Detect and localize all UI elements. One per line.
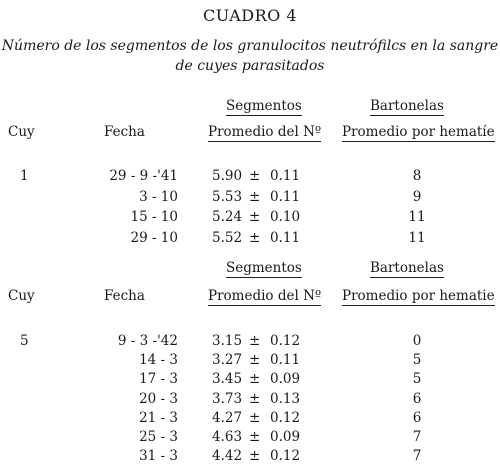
plus-minus-sign: ± — [249, 371, 261, 388]
fecha-column-header: Fecha — [104, 124, 145, 140]
bartonelas-count-cell: 7 — [412, 448, 422, 465]
segment-mean-cell: 3.15 — [212, 333, 243, 349]
bartonelas-count-cell: 6 — [412, 409, 422, 426]
segment-error-cell: 0.10 — [270, 209, 301, 225]
bartonelas-count-cell: 8 — [412, 168, 422, 184]
fecha-cell: 3 - 10 — [139, 188, 178, 205]
segment-mean-cell: 4.42 — [212, 448, 243, 465]
plus-minus-sign: ± — [249, 333, 261, 349]
bartonelas-group-header: Bartonelas — [370, 98, 444, 114]
fecha-column-header: Fecha — [104, 288, 145, 304]
segment-error-cell: 0.12 — [270, 409, 301, 426]
bartonelas-count-cell: 7 — [412, 429, 422, 445]
segmentos-group-header: Segmentos — [226, 260, 302, 276]
promedio-no-column-header: Promedio del Nº — [208, 124, 322, 140]
cuy-column-header: Cuy — [8, 288, 35, 304]
bartonelas-count-cell: 11 — [408, 209, 426, 225]
segment-mean-cell: 4.27 — [212, 409, 243, 426]
segment-mean-cell: 3.45 — [212, 371, 243, 388]
plus-minus-sign: ± — [249, 390, 261, 407]
plus-minus-sign: ± — [249, 188, 261, 205]
segment-mean-cell: 4.63 — [212, 429, 243, 445]
fecha-cell: 31 - 3 — [139, 448, 178, 465]
bartonelas-count-cell: 11 — [408, 229, 426, 246]
bartonelas-count-cell: 5 — [412, 371, 422, 388]
fecha-cell: 21 - 3 — [139, 409, 178, 426]
plus-minus-sign: ± — [249, 352, 261, 369]
fecha-cell: 25 - 3 — [139, 429, 178, 445]
cuy-id: 5 — [20, 333, 29, 349]
plus-minus-sign: ± — [249, 448, 261, 465]
fecha-cell: 20 - 3 — [139, 390, 178, 407]
segment-mean-cell: 5.53 — [212, 188, 243, 205]
segment-error-cell: 0.11 — [270, 188, 301, 205]
segment-mean-cell: 5.90 — [212, 168, 243, 184]
cuy-column-header: Cuy — [8, 124, 35, 140]
segmentos-group-header: Segmentos — [226, 98, 302, 114]
segment-mean-cell: 3.73 — [212, 390, 243, 407]
fecha-cell: 14 - 3 — [139, 352, 178, 369]
cuy-id: 1 — [20, 168, 29, 184]
bartonelas-group-header: Bartonelas — [370, 260, 444, 276]
fecha-cell: 15 - 10 — [130, 209, 178, 225]
promedio-hematie-column-header: Promedio por hematie — [342, 288, 495, 304]
caption-line-1: Número de los segmentos de los granulocitos neutrófilcs en la sangre — [1, 38, 499, 54]
bartonelas-count-cell: 6 — [412, 390, 422, 407]
fecha-cell: 17 - 3 — [139, 371, 178, 388]
segment-error-cell: 0.09 — [270, 429, 301, 445]
segment-error-cell: 0.11 — [270, 229, 301, 246]
fecha-cell: 29 - 10 — [130, 229, 178, 246]
caption-line-2: de cuyes parasitados — [175, 58, 325, 74]
segment-mean-cell: 5.52 — [212, 229, 243, 246]
table-title: CUADRO 4 — [202, 6, 298, 25]
segment-error-cell: 0.11 — [270, 352, 301, 369]
plus-minus-sign: ± — [249, 168, 261, 184]
promedio-hematie-column-header: Promedio por hematíe — [342, 124, 495, 140]
segment-error-cell: 0.12 — [270, 333, 301, 349]
segment-mean-cell: 5.24 — [212, 209, 243, 225]
fecha-cell: 9 - 3 -'42 — [117, 333, 178, 349]
promedio-no-column-header: Promedio del Nº — [208, 288, 322, 304]
bartonelas-count-cell: 0 — [412, 333, 422, 349]
plus-minus-sign: ± — [249, 209, 261, 225]
plus-minus-sign: ± — [249, 229, 261, 246]
bartonelas-count-cell: 5 — [412, 352, 422, 369]
segment-error-cell: 0.12 — [270, 448, 301, 465]
plus-minus-sign: ± — [249, 409, 261, 426]
segment-error-cell: 0.11 — [270, 168, 301, 184]
segment-error-cell: 0.13 — [270, 390, 301, 407]
fecha-cell: 29 - 9 -'41 — [109, 168, 178, 184]
segment-error-cell: 0.09 — [270, 371, 301, 388]
segment-mean-cell: 3.27 — [212, 352, 243, 369]
plus-minus-sign: ± — [249, 429, 261, 445]
bartonelas-count-cell: 9 — [412, 188, 422, 205]
